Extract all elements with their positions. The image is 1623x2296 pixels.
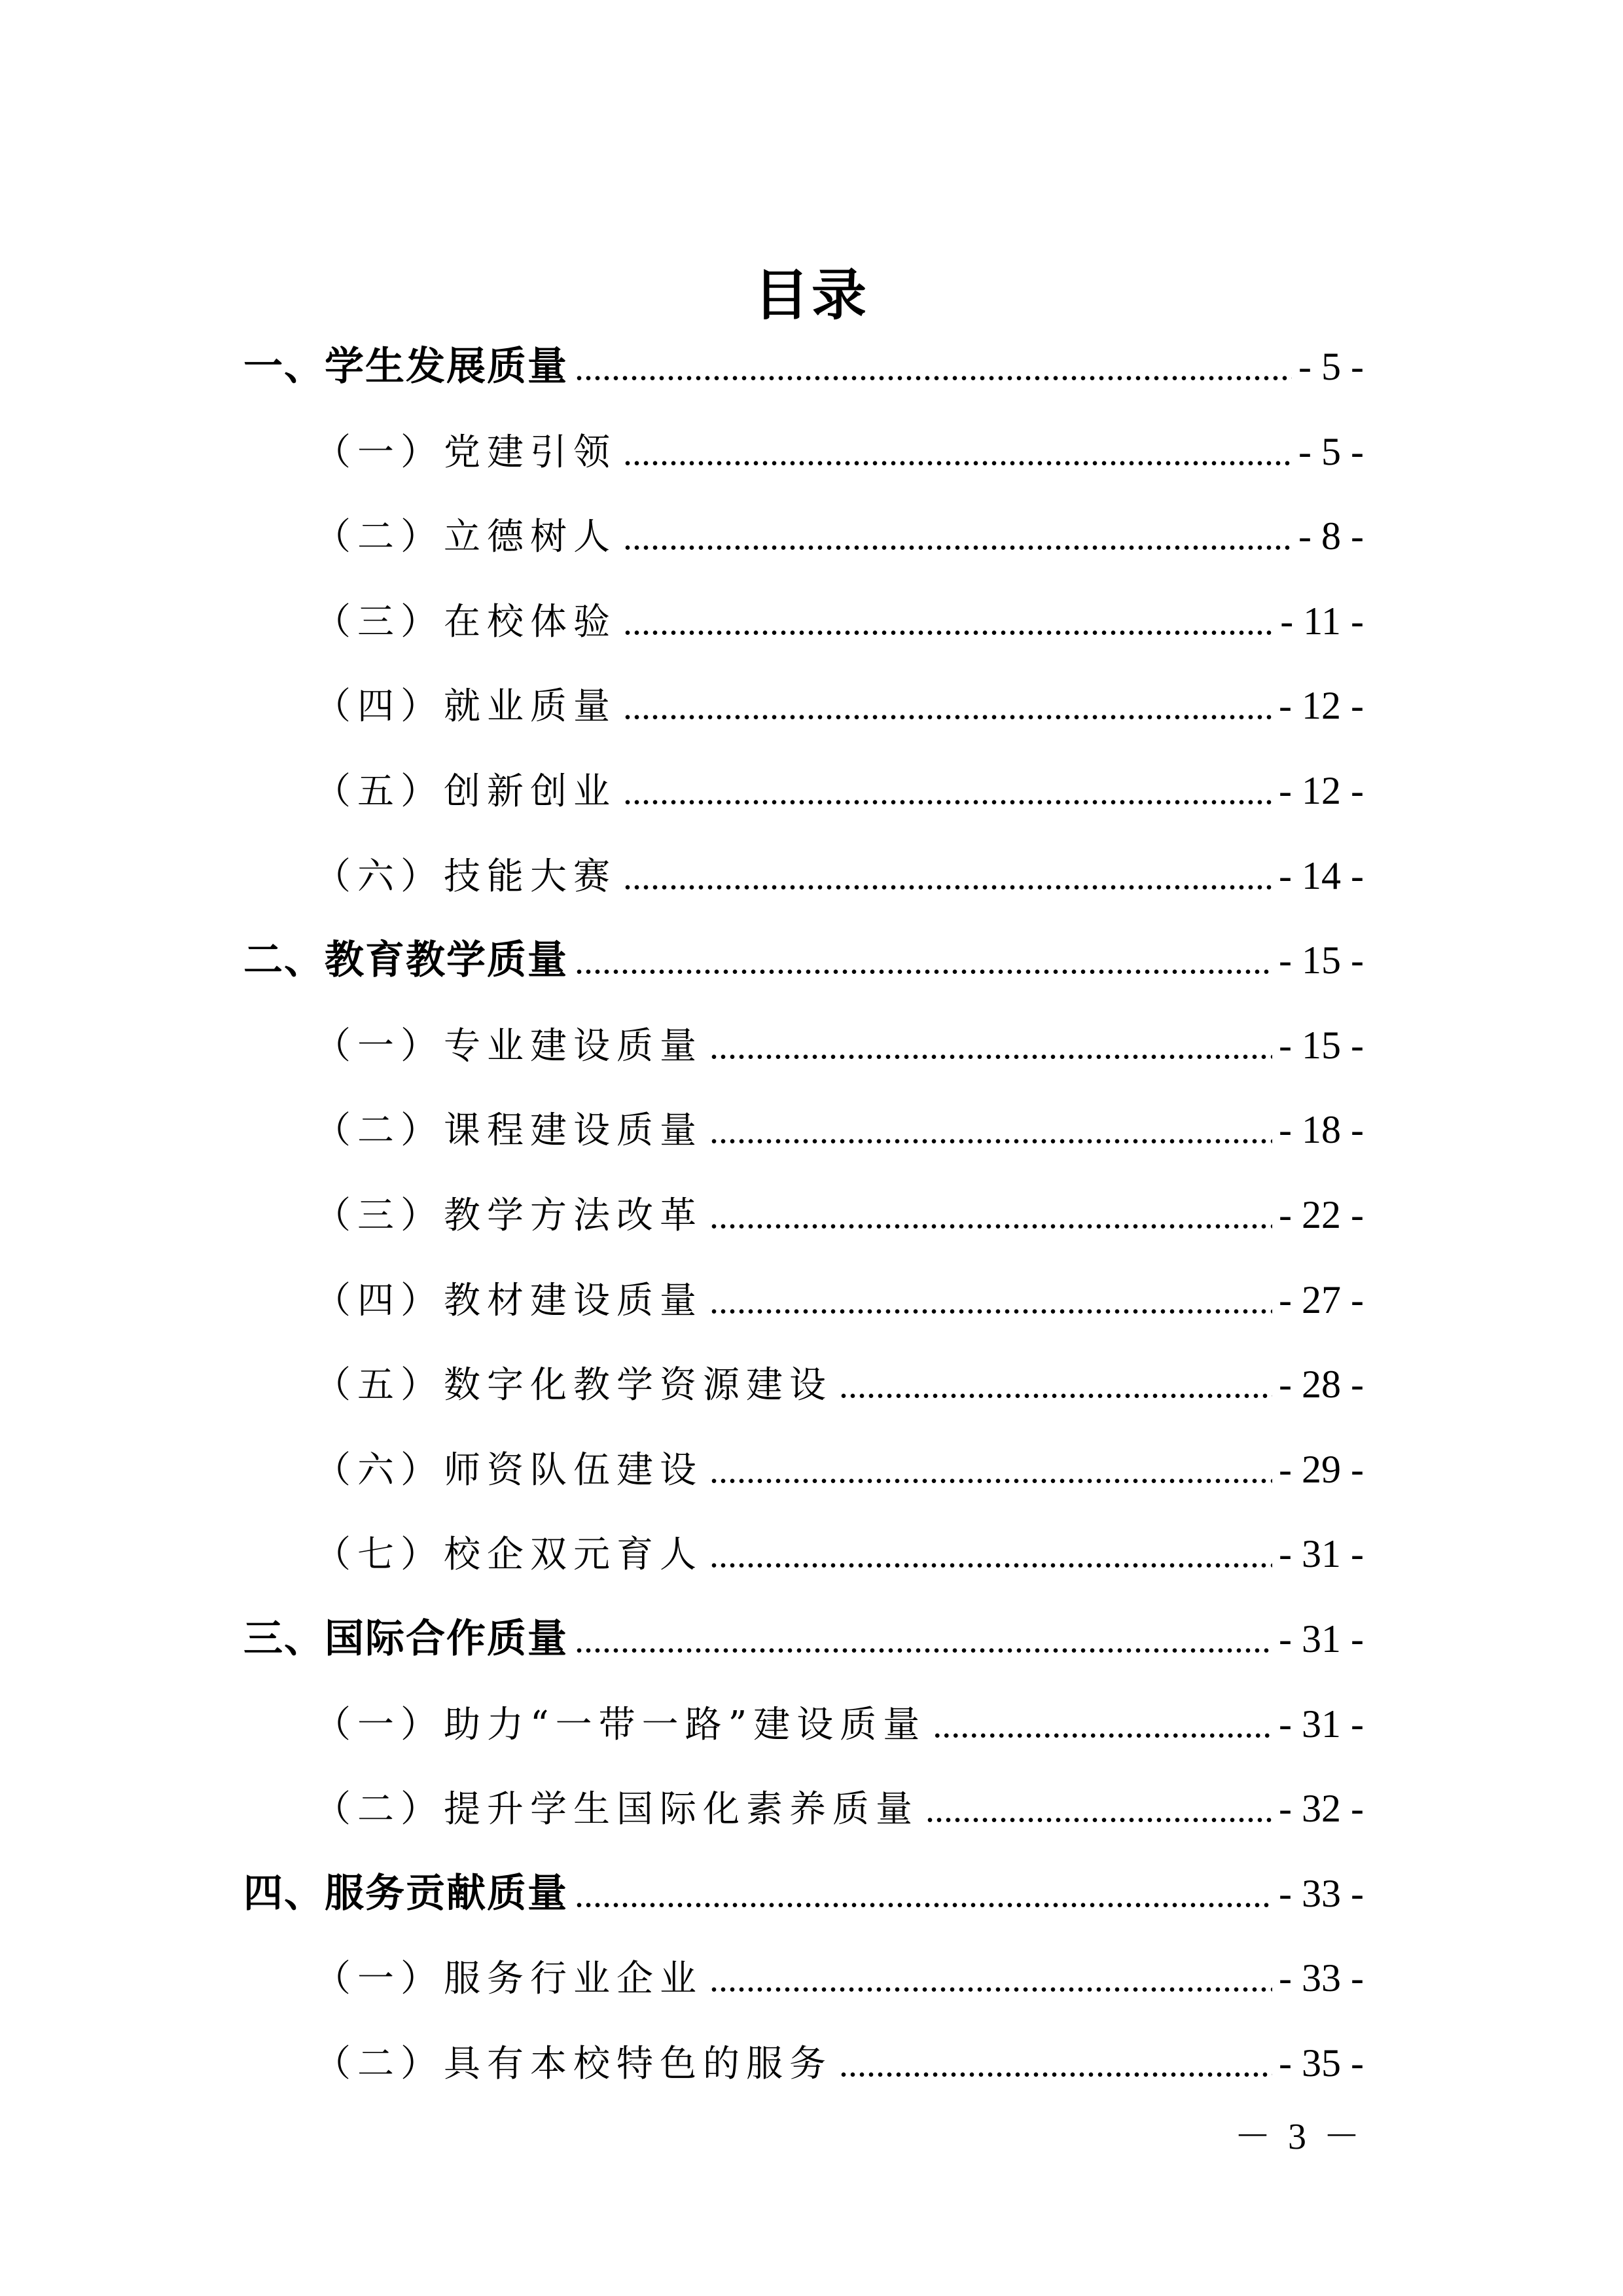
- toc-entry[interactable]: [243, 1942, 1364, 2027]
- toc-dot-leader: [575, 332, 1292, 404]
- toc-entry-label: （五）创新创业: [314, 770, 616, 813]
- toc-dot-leader: [575, 925, 1272, 997]
- toc-entry-label: （七）校企双元育人: [314, 1534, 703, 1577]
- toc-entry-label: （六）技能大赛: [314, 855, 616, 898]
- toc-entry-page: - 8 -: [1298, 514, 1364, 558]
- toc-entry-page: - 12 -: [1279, 768, 1364, 812]
- toc-entry-label: 四、服务贡献质量: [243, 1870, 568, 1916]
- toc-entry-page: - 14 -: [1279, 853, 1364, 897]
- toc-entry[interactable]: [243, 1688, 1364, 1773]
- toc-entry-page: - 28 -: [1279, 1363, 1364, 1407]
- toc-entry-page: - 18 -: [1279, 1108, 1364, 1152]
- toc-entry-label: （三）在校体验: [314, 600, 616, 643]
- toc-entry[interactable]: [243, 331, 1364, 416]
- toc-entry-label: （一）党建引领: [314, 431, 616, 474]
- toc-dot-leader: [709, 1180, 1272, 1252]
- toc-entry-page: - 31 -: [1279, 1702, 1364, 1746]
- toc-entry[interactable]: [243, 1772, 1364, 1857]
- toc-entry-page: - 31 -: [1279, 1617, 1364, 1660]
- toc-entry-page: - 22 -: [1279, 1193, 1364, 1236]
- toc-entry-label: （四）就业质量: [314, 685, 616, 728]
- toc-entry[interactable]: [243, 840, 1364, 925]
- toc-dot-leader: [709, 1011, 1272, 1083]
- table-of-contents: [243, 331, 1364, 2111]
- toc-entry-page: - 12 -: [1279, 684, 1364, 728]
- toc-entry[interactable]: [243, 2027, 1364, 2112]
- toc-dot-leader: [839, 1350, 1272, 1422]
- page-title: 目录: [753, 263, 869, 328]
- toc-dot-leader: [709, 1519, 1272, 1591]
- toc-entry-label: （二）立德树人: [314, 516, 616, 559]
- toc-dot-leader: [623, 756, 1272, 828]
- toc-dot-leader: [933, 1689, 1272, 1761]
- toc-entry-page: - 31 -: [1279, 1532, 1364, 1576]
- toc-dot-leader: [623, 841, 1272, 913]
- toc-entry[interactable]: [243, 755, 1364, 840]
- toc-entry-page: - 5 -: [1298, 345, 1364, 388]
- toc-entry-page: - 15 -: [1279, 1023, 1364, 1067]
- toc-entry-label: （四）教材建设质量: [314, 1279, 703, 1322]
- toc-entry-page: - 15 -: [1279, 939, 1364, 982]
- toc-dot-leader: [925, 1774, 1272, 1846]
- toc-dot-leader: [709, 1095, 1272, 1167]
- toc-entry-page: - 5 -: [1298, 429, 1364, 473]
- toc-entry[interactable]: [243, 670, 1364, 755]
- toc-dot-leader: [709, 1265, 1272, 1337]
- toc-entry-label: （二）具有本校特色的服务: [314, 2042, 832, 2085]
- toc-dot-leader: [839, 2028, 1272, 2100]
- toc-entry-page: - 11 -: [1280, 599, 1364, 643]
- toc-entry-page: - 32 -: [1279, 1787, 1364, 1831]
- toc-dot-leader: [623, 671, 1272, 743]
- toc-entry-label: 一、学生发展质量: [243, 344, 568, 389]
- toc-entry[interactable]: [243, 585, 1364, 670]
- toc-entry-label: （六）师资队伍建设: [314, 1448, 703, 1492]
- toc-entry-label: 三、国际合作质量: [243, 1615, 568, 1662]
- toc-entry-label: （五）数字化教学资源建设: [314, 1364, 832, 1407]
- toc-entry[interactable]: [243, 1264, 1364, 1349]
- toc-entry-page: - 33 -: [1279, 1956, 1364, 2000]
- toc-dot-leader: [623, 417, 1292, 489]
- toc-entry[interactable]: [243, 1433, 1364, 1518]
- toc-dot-leader: [709, 1435, 1272, 1507]
- toc-entry[interactable]: [243, 924, 1364, 1009]
- toc-entry-label: （一）助力“一带一路”建设质量: [314, 1703, 927, 1746]
- toc-dot-leader: [623, 501, 1292, 573]
- toc-entry-label: （二）课程建设质量: [314, 1109, 703, 1153]
- toc-entry[interactable]: [243, 416, 1364, 501]
- toc-entry[interactable]: [243, 1857, 1364, 1943]
- toc-dot-leader: [575, 1604, 1272, 1676]
- toc-entry[interactable]: [243, 1179, 1364, 1264]
- toc-entry-label: （一）服务行业企业: [314, 1958, 703, 2001]
- toc-entry-page: - 27 -: [1279, 1278, 1364, 1321]
- toc-entry[interactable]: [243, 500, 1364, 585]
- toc-entry-page: - 29 -: [1279, 1447, 1364, 1491]
- toc-entry-label: （二）提升学生国际化素养质量: [314, 1788, 919, 1831]
- toc-dot-leader: [575, 1859, 1272, 1931]
- toc-entry[interactable]: [243, 1348, 1364, 1433]
- toc-entry-label: 二、教育教学质量: [243, 937, 568, 984]
- toc-entry-page: - 33 -: [1279, 1871, 1364, 1915]
- toc-dot-leader: [709, 1943, 1272, 2015]
- toc-entry[interactable]: [243, 1603, 1364, 1688]
- toc-entry[interactable]: [243, 1094, 1364, 1179]
- toc-entry[interactable]: [243, 1009, 1364, 1094]
- toc-entry-label: （三）教学方法改革: [314, 1194, 703, 1237]
- toc-entry-page: - 35 -: [1279, 2041, 1364, 2085]
- page-number: － 3 －: [1234, 2117, 1364, 2157]
- toc-dot-leader: [623, 586, 1274, 658]
- toc-entry-label: （一）专业建设质量: [314, 1024, 703, 1067]
- toc-entry[interactable]: [243, 1518, 1364, 1603]
